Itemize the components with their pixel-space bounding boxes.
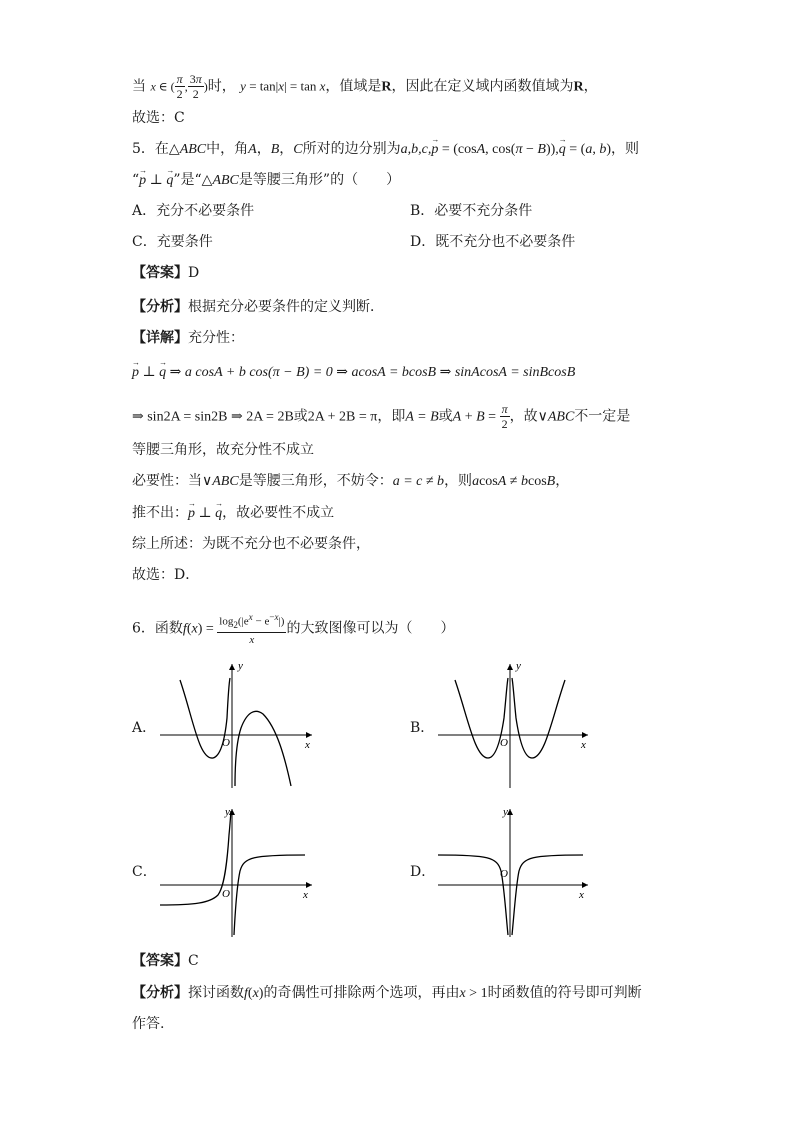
detail-5-choose: 故选：D． xyxy=(132,567,200,583)
graph-label-c: C． xyxy=(132,864,157,880)
option-c: C．充要条件 xyxy=(132,234,213,250)
graph-c xyxy=(155,805,325,940)
curve-right xyxy=(235,711,291,786)
x-arrow-icon xyxy=(306,732,312,738)
detail-5-push: 推不出：→ p ⊥ → q，故必要性不成立 xyxy=(132,503,334,524)
x-label: x xyxy=(305,739,310,751)
option-b: B．必要不充分条件 xyxy=(410,203,533,219)
detail-5-eq2: ⇒ sin2A = sin2B ⇒ 2A = 2B或2A + 2B = π，即A = B或A + B = $\frac{\pi}{2}$ ，故∨ABC不一定是 xyxy=(132,402,631,431)
graph-a xyxy=(155,658,325,793)
detail-5-line3: 等腰三角形，故充分性不成立 xyxy=(132,442,314,458)
y-label: y xyxy=(225,806,230,818)
question-5-line-2: “→ p ⊥ → q”是“△ABC是等腰三角形”的（ ） xyxy=(132,170,400,191)
y-arrow-icon xyxy=(507,809,513,815)
analysis-5: 【分析】根据充分必要条件的定义判断． xyxy=(132,299,384,315)
y-label: y xyxy=(238,660,243,672)
graph-d xyxy=(433,805,603,940)
origin-label: O xyxy=(500,737,508,749)
curve-right xyxy=(512,678,565,758)
x-label: x xyxy=(579,889,584,901)
x-arrow-icon xyxy=(582,732,588,738)
curve-left xyxy=(438,855,508,935)
x-arrow-icon xyxy=(306,882,312,888)
question-6: 6．函数f(x) = $\frac{\log_2(|e^x - e^{-x}|)}{x}$ 的大致图像可以为（ ） xyxy=(132,612,455,646)
origin-label: O xyxy=(500,868,508,880)
graph-label-b: B． xyxy=(410,720,435,736)
question-5-line-1: 5．在△ABC中，角A，B，C所对的边分别为a,b,c,→ p = (cosA, cos(π − B)),→ q = (a, b)，则 xyxy=(132,139,639,160)
graph-label-a: A． xyxy=(132,720,157,736)
detail-5-necessity: 必要性：当∨ABC是等腰三角形，不妨令：a = c ≠ b，则acosA ≠ bcosB， xyxy=(132,473,570,489)
detail-5-head: 【详解】充分性： xyxy=(132,330,244,346)
answer-5: 【答案】D xyxy=(132,265,200,281)
analysis-6: 【分析】探讨函数f(x)的奇偶性可排除两个选项，再由x > 1时函数值的符号即可判断 xyxy=(132,985,642,1001)
y-arrow-icon xyxy=(229,664,235,670)
graph-b xyxy=(433,658,603,793)
y-arrow-icon xyxy=(507,664,513,670)
origin-label: O xyxy=(222,888,230,900)
x-arrow-icon xyxy=(582,882,588,888)
option-d: D．既不充分也不必要条件 xyxy=(410,234,576,250)
solution-line-1: 当 x ∈ ( $\frac{\pi}{2}$ , $\frac{3\pi}{2}$ )时， y = tan|x| = tan x，值域是R，因此在定义域内函数值域为R， xyxy=(132,72,598,101)
detail-5-summary: 综上所述：为既不充分也不必要条件， xyxy=(132,536,370,552)
answer-6: 【答案】C xyxy=(132,953,199,969)
x-label: x xyxy=(581,739,586,751)
curve-right xyxy=(512,855,583,935)
solution-choice: 故选：C xyxy=(132,110,185,126)
y-arrow-icon xyxy=(229,809,235,815)
curve-left xyxy=(160,811,231,905)
graph-label-d: D． xyxy=(410,864,436,880)
curve-left xyxy=(180,678,230,758)
y-label: y xyxy=(503,806,508,818)
x-label: x xyxy=(303,889,308,901)
curve-right xyxy=(234,855,305,935)
option-a: A．充分不必要条件 xyxy=(132,203,255,219)
analysis-6-cont: 作答. xyxy=(132,1016,165,1032)
detail-5-eq1: → p ⊥ → q ⇒ a cosA + b cos(π − B) = 0 ⇒ acosA = bcosB ⇒ sinAcosA = sinBcosB xyxy=(132,362,575,383)
y-label: y xyxy=(516,660,521,672)
origin-label: O xyxy=(222,737,230,749)
